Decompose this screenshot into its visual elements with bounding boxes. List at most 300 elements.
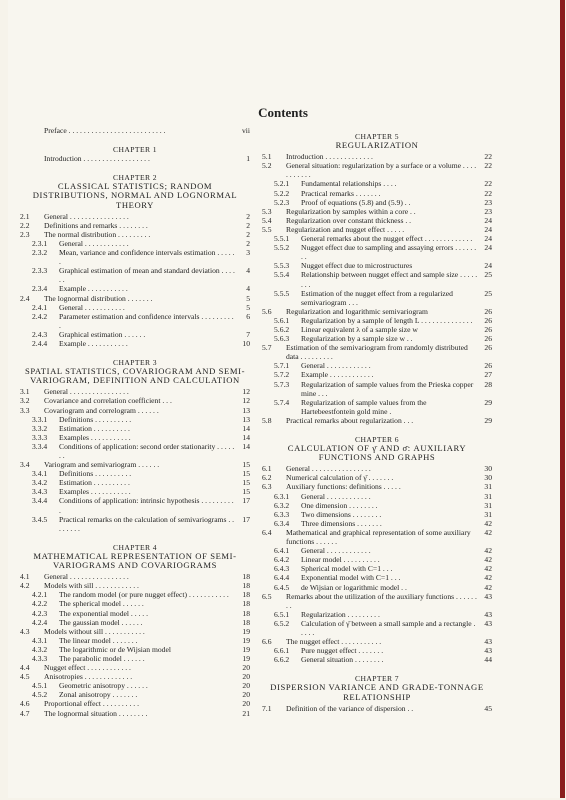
toc-subentry	[20, 239, 250, 248]
section-number: 3.1	[20, 387, 30, 397]
section-number: 5.7.4	[274, 397, 290, 407]
toc-entry	[20, 709, 250, 718]
toc-entry	[262, 528, 492, 546]
toc-subentry	[262, 655, 492, 664]
section-title: General . . . . . . . . . . . .	[301, 546, 371, 556]
chapter-label: CHAPTER 5	[355, 132, 399, 141]
page-number: 23	[484, 197, 492, 207]
section-title: Estimation of the nugget effect from a regularized semivariogram . . .	[301, 288, 453, 307]
toc-entry	[20, 406, 250, 415]
page-number: 13	[242, 405, 250, 415]
page-number: 14	[242, 441, 250, 451]
toc-entry	[262, 416, 492, 425]
page-number: 19	[242, 644, 250, 654]
section-number: 4.2.2	[32, 599, 48, 609]
section-number: 6.1	[262, 464, 272, 474]
toc-subentry	[262, 619, 492, 637]
section-number: 4.4	[20, 663, 30, 673]
section-title: Definitions . . . . . . . . . .	[59, 469, 132, 479]
toc-entry	[20, 387, 250, 396]
section-number: 4.7	[20, 708, 30, 718]
section-title: The logarithmic or de Wijsian model	[59, 644, 171, 654]
toc-subentry	[262, 325, 492, 334]
toc-subentry	[262, 189, 492, 198]
toc-subentry	[20, 469, 250, 478]
toc-subentry	[20, 590, 250, 599]
section-title: Numerical calculation of γ̄ . . . . . . .	[286, 473, 394, 483]
page-number: 15	[242, 460, 250, 470]
section-number: 2.3	[20, 229, 30, 239]
page-number: 17	[242, 496, 250, 506]
toc-subentry	[20, 618, 250, 627]
section-number: 6.3.3	[274, 509, 290, 519]
section-title: Zonal anisotropy . . . . . . .	[59, 690, 138, 700]
section-title: The spherical model . . . . . .	[59, 599, 144, 609]
section-number: 5.1	[262, 152, 272, 162]
page-number: 26	[484, 361, 492, 371]
section-number: 6.3	[262, 482, 272, 492]
toc-subentry	[20, 284, 250, 293]
page-number: 29	[484, 397, 492, 407]
chapter-label: CHAPTER 6	[355, 435, 399, 444]
page-number: 30	[484, 473, 492, 483]
section-number: 6.4.2	[274, 555, 290, 565]
section-number: 7.1	[262, 703, 272, 713]
section-title: Nugget effect due to microstructures	[301, 261, 413, 271]
section-title: Example . . . . . . . . . . .	[59, 338, 128, 348]
page-number: 18	[242, 599, 250, 609]
toc-subentry	[20, 645, 250, 654]
section-number: 6.2	[262, 473, 272, 483]
toc-subentry	[20, 339, 250, 348]
section-number: 5.5	[262, 224, 272, 234]
section-number: 4.3	[20, 626, 30, 636]
toc-entry	[262, 473, 492, 482]
page-number: 22	[484, 161, 492, 171]
toc-subentry	[262, 510, 492, 519]
page-number: 14	[242, 423, 250, 433]
section-title: Auxiliary functions: definitions . . . . .	[286, 482, 401, 492]
toc-subentry	[262, 261, 492, 270]
toc-subentry	[20, 599, 250, 608]
section-title: Introduction . . . . . . . . . . . . . . . . . .	[44, 154, 150, 164]
page-number: 5	[246, 302, 250, 312]
section-number: 4.2.3	[32, 608, 48, 618]
toc-subentry	[20, 690, 250, 699]
section-number: 3.3.2	[32, 423, 48, 433]
toc-subentry	[20, 415, 250, 424]
section-title: Proportional effect . . . . . . . . . .	[44, 699, 139, 709]
toc-subentry	[262, 583, 492, 592]
section-number: 4.3.2	[32, 644, 48, 654]
toc-subentry	[262, 610, 492, 619]
section-title: The exponential model . . . . .	[59, 608, 148, 618]
section-number: 5.6.3	[274, 334, 290, 344]
section-title: The normal distribution . . . . . . . . .	[44, 229, 151, 239]
chapter-label: CHAPTER 7	[355, 674, 399, 684]
section-title: The nugget effect . . . . . . . . . . .	[286, 637, 382, 647]
page-number: 24	[484, 215, 492, 225]
page-number: 7	[246, 329, 250, 339]
section-number: 4.6	[20, 699, 30, 709]
section-number: 5.5.4	[274, 270, 290, 280]
section-title: Nugget effect . . . . . . . . . . . .	[44, 663, 131, 673]
section-title: Conditions of application: second order stationarity . . . . . . .	[59, 441, 235, 460]
page-number: 28	[484, 379, 492, 389]
section-title: General remarks about the nugget effect . . . . . . . . . . . . .	[301, 234, 473, 244]
page-number: 31	[484, 491, 492, 501]
section-number: 6.5	[262, 591, 272, 601]
page-number: 44	[484, 655, 492, 665]
toc-subentry	[262, 519, 492, 528]
section-title: Nugget effect due to sampling and assaying errors . . . . . . . .	[301, 243, 477, 262]
toc-entry	[262, 152, 492, 161]
section-number: 3.3.1	[32, 414, 48, 424]
chapter-label: CHAPTER 3	[113, 358, 157, 368]
section-number: 2.3.4	[32, 284, 48, 294]
section-title: Three dimensions . . . . . . .	[301, 518, 382, 528]
toc-entry	[20, 230, 250, 239]
page-number: 19	[242, 635, 250, 645]
section-title: General . . . . . . . . . . . .	[59, 238, 129, 248]
page-number: 18	[242, 590, 250, 600]
page-number: 27	[484, 370, 492, 380]
toc-subentry	[20, 487, 250, 496]
page-number: 20	[242, 690, 250, 700]
toc-entry	[20, 572, 250, 581]
page-number: 26	[484, 343, 492, 353]
page-number: 4	[246, 284, 250, 294]
section-title: General . . . . . . . . . . . . . . . .	[44, 572, 129, 582]
page-number: 13	[242, 414, 250, 424]
toc-entry	[262, 637, 492, 646]
section-title: General situation . . . . . . . .	[301, 655, 384, 665]
section-number: 5.7.3	[274, 379, 290, 389]
toc-subentry	[262, 289, 492, 307]
section-title: The random model (or pure nugget effect) . . . . . . . . . . .	[59, 590, 229, 600]
section-number: 6.5.2	[274, 618, 290, 628]
section-number: 5.7	[262, 343, 272, 353]
spacer	[20, 533, 250, 537]
toc-subentry	[20, 303, 250, 312]
section-number: 4.5	[20, 672, 30, 682]
section-number: 5.6	[262, 306, 272, 316]
spacer	[262, 425, 492, 429]
page-number: 15	[242, 487, 250, 497]
section-title: General . . . . . . . . . . . . . . . .	[286, 464, 371, 474]
section-title: Practical remarks on the calculation of semivariograms . . . . . . . .	[59, 514, 235, 533]
toc-subentry	[262, 646, 492, 655]
section-number: 4.5.2	[32, 690, 48, 700]
page-number: 22	[484, 179, 492, 189]
page-number: 26	[484, 324, 492, 334]
toc-subentry	[262, 398, 492, 416]
section-title: Regularization by a sample of length L . . . . . . . . . . . . . .	[301, 315, 473, 325]
section-number: 3.4	[20, 460, 30, 470]
section-number: 5.5.2	[274, 243, 290, 253]
section-title: Proof of equations (5.8) and (5.9) . .	[301, 197, 411, 207]
page-number: 29	[484, 415, 492, 425]
page-number: 22	[484, 152, 492, 162]
chapter-title: CLASSICAL STATISTICS; RANDOM DISTRIBUTIONS, NORMAL AND LOGNORMAL THEORY	[32, 181, 238, 210]
toc-subentry	[20, 442, 250, 460]
page-number: 25	[484, 288, 492, 298]
toc-subentry	[262, 573, 492, 582]
page-number: 18	[242, 572, 250, 582]
toc-subentry	[262, 334, 492, 343]
section-title: Estimation . . . . . . . . . .	[59, 423, 130, 433]
toc-entry	[262, 207, 492, 216]
page-number: 20	[242, 672, 250, 682]
page-number: 22	[484, 188, 492, 198]
section-number: 5.6.2	[274, 324, 290, 334]
toc-subentry	[20, 312, 250, 330]
chapter-title: REGULARIZATION	[335, 140, 419, 151]
page-number: 3	[246, 248, 250, 258]
page-number: 17	[242, 514, 250, 524]
page-number: 21	[242, 708, 250, 718]
page-number: 1	[246, 154, 250, 164]
section-number: 2.3.2	[32, 248, 48, 258]
section-number: 3.4.3	[32, 487, 48, 497]
page-number: 12	[242, 396, 250, 406]
section-number: 3.3.3	[32, 432, 48, 442]
section-number: 6.4.4	[274, 573, 290, 583]
spacer	[20, 348, 250, 352]
toc-subentry	[20, 496, 250, 514]
section-number: 5.8	[262, 415, 272, 425]
section-title: Regularization . . . . . . . . .	[301, 609, 380, 619]
section-title: General . . . . . . . . . . . .	[301, 361, 371, 371]
toc-subentry	[262, 179, 492, 188]
section-number: 4.2.4	[32, 617, 48, 627]
section-number: 4.1	[20, 572, 30, 582]
toc-subentry	[20, 636, 250, 645]
section-number: 5.2.2	[274, 188, 290, 198]
section-title: Definitions and remarks . . . . . . . .	[44, 220, 148, 230]
page-number: 42	[484, 527, 492, 537]
section-title: Covariance and correlation coefficient . . .	[44, 396, 172, 406]
section-number: 2.4	[20, 293, 30, 303]
toc-subentry	[262, 555, 492, 564]
toc-subentry	[20, 681, 250, 690]
section-number: 5.5.5	[274, 288, 290, 298]
section-title: Graphical estimation . . . . . .	[59, 329, 146, 339]
section-title: Covariogram and correlogram . . . . . .	[44, 405, 159, 415]
section-title: Linear model . . . . . . . . . .	[301, 555, 380, 565]
toc-subentry	[262, 243, 492, 261]
page-number: 43	[484, 609, 492, 619]
section-title: Models without sill . . . . . . . . . . .	[44, 626, 145, 636]
section-title: Regularization over constant thickness . .	[286, 215, 412, 225]
page-number: 2	[246, 238, 250, 248]
section-title: General . . . . . . . . . . . .	[301, 491, 371, 501]
section-number: 3.3.4	[32, 441, 48, 451]
toc-subentry	[262, 380, 492, 398]
section-number: 3.4.4	[32, 496, 48, 506]
toc-entry	[262, 216, 492, 225]
section-number: 4.2	[20, 581, 30, 591]
section-number: 5.4	[262, 215, 272, 225]
toc-subentry	[20, 478, 250, 487]
section-title: Practical remarks about regularization . . .	[286, 415, 414, 425]
section-number: 6.5.1	[274, 609, 290, 619]
page-number: 2	[246, 220, 250, 230]
section-title: Definition of the variance of dispersion . .	[286, 703, 414, 713]
section-number: 3.4.5	[32, 514, 48, 524]
toc-entry	[20, 154, 250, 163]
section-title: The gaussian model . . . . . .	[59, 617, 143, 627]
section-title: Examples . . . . . . . . . . .	[59, 487, 131, 497]
page-number: 43	[484, 591, 492, 601]
toc-entry	[262, 482, 492, 491]
section-title: The parabolic model . . . . . .	[59, 653, 145, 663]
page-number: 12	[242, 387, 250, 397]
section-number: 4.2.1	[32, 590, 48, 600]
toc-entry	[20, 126, 250, 135]
section-number: 5.3	[262, 206, 272, 216]
section-title: Estimation of the semivariogram from randomly distributed data . . . . . . . . .	[286, 343, 468, 362]
section-number: 4.5.1	[32, 681, 48, 691]
section-title: Example . . . . . . . . . . .	[59, 284, 128, 294]
section-title: Mean, variance and confidence intervals estimation . . . . . .	[59, 248, 235, 267]
section-number: 2.4.2	[32, 311, 48, 321]
section-title: The lognormal distribution . . . . . . .	[44, 293, 153, 303]
section-title: Preface . . . . . . . . . . . . . . . . . . . . . . . . . .	[44, 126, 166, 135]
section-title: Relationship between nugget effect and sample size . . . . . . . .	[301, 270, 478, 289]
section-number: 6.4.1	[274, 546, 290, 556]
chapter-label: CHAPTER 1	[113, 145, 157, 155]
toc-entry	[262, 592, 492, 610]
section-title: One dimension . . . . . . . .	[301, 500, 378, 510]
toc-entry	[262, 343, 492, 361]
page-number: 43	[484, 618, 492, 628]
section-title: Models with sill . . . . . . . . . . . .	[44, 581, 139, 591]
toc-subentry	[262, 270, 492, 288]
section-number: 2.1	[20, 211, 30, 221]
toc-subentry	[20, 515, 250, 533]
section-number: 5.7.1	[274, 361, 290, 371]
page-number: 15	[242, 469, 250, 479]
page-number: 43	[484, 646, 492, 656]
toc-entry	[262, 464, 492, 473]
section-number: 5.2.3	[274, 197, 290, 207]
section-number: 2.4.4	[32, 338, 48, 348]
section-title: Example . . . . . . . . . . . .	[301, 370, 374, 380]
section-number: 2.4.1	[32, 302, 48, 312]
section-title: General situation: regularization by a surface or a volume . . . . . . . . . . .	[286, 161, 477, 180]
toc-entry	[20, 663, 250, 672]
section-title: Two dimensions . . . . . . . .	[301, 509, 382, 519]
section-number: 6.4	[262, 527, 272, 537]
section-title: Regularization by a sample size w . .	[301, 334, 413, 344]
section-title: Definitions . . . . . . . . . .	[59, 414, 132, 424]
page-number: 31	[484, 482, 492, 492]
chapter-title: CALCULATION OF γ̄ AND σ̄: AUXILIARY FUNCTIONS AND GRAPHS	[287, 443, 467, 463]
toc-subentry	[262, 492, 492, 501]
page-number: 26	[484, 315, 492, 325]
section-number: 2.2	[20, 220, 30, 230]
section-title: Regularization of sample values from the Prieska copper mine . . .	[301, 379, 474, 398]
page-number: 42	[484, 582, 492, 592]
page-number: 31	[484, 509, 492, 519]
section-number: 6.4.5	[274, 582, 290, 592]
section-number: 3.3	[20, 405, 30, 415]
page-number: 25	[484, 270, 492, 280]
section-title: Linear equivalent λ of a sample size w	[301, 324, 418, 334]
section-title: Regularization by samples within a core . .	[286, 206, 416, 216]
section-title: The linear model . . . . . . .	[59, 635, 138, 645]
section-title: Variogram and semivariogram . . . . . .	[44, 460, 160, 470]
toc-entry	[262, 161, 492, 179]
chapter-title: MATHEMATICAL REPRESENTATION OF SEMI-VARIOGRAMS AND COVARIOGRAMS	[33, 550, 237, 571]
section-title: Regularization and nugget effect . . . . .	[286, 224, 405, 234]
page-number: 19	[242, 653, 250, 663]
section-number: 5.2	[262, 161, 272, 171]
page-title: Contents	[258, 105, 308, 120]
section-title: Examples . . . . . . . . . . .	[59, 432, 131, 442]
section-number: 2.3.3	[32, 266, 48, 276]
page-number: 42	[484, 573, 492, 583]
section-title: Introduction . . . . . . . . . . . . .	[286, 152, 373, 162]
section-title: The lognormal situation . . . . . . . .	[44, 708, 148, 718]
page-number: 24	[484, 243, 492, 253]
section-number: 6.4.3	[274, 564, 290, 574]
page-number: 18	[242, 581, 250, 591]
page-number: 20	[242, 663, 250, 673]
toc-subentry	[20, 609, 250, 618]
toc-subentry	[262, 564, 492, 573]
section-number: 6.6.1	[274, 646, 290, 656]
toc-subentry	[262, 234, 492, 243]
section-number: 5.6.1	[274, 315, 290, 325]
section-title: Spherical model with C=1 . . .	[301, 564, 393, 574]
toc-entry	[20, 221, 250, 230]
section-number: 3.4.2	[32, 478, 48, 488]
toc-subentry	[20, 424, 250, 433]
toc-subentry	[20, 266, 250, 284]
section-number: 6.6.2	[274, 655, 290, 665]
toc-entry	[262, 225, 492, 234]
chapter-label: CHAPTER 4	[113, 542, 157, 552]
page-number: 42	[484, 546, 492, 556]
page-number: vii	[241, 126, 250, 135]
page-number: 42	[484, 518, 492, 528]
toc-subentry	[262, 501, 492, 510]
toc-subentry	[262, 546, 492, 555]
section-number: 2.4.3	[32, 329, 48, 339]
page-number: 18	[242, 608, 250, 618]
toc-entry	[20, 460, 250, 469]
section-title: Regularization of sample values from the Hartebeestfontein gold mine .	[301, 397, 427, 416]
spacer	[20, 163, 250, 167]
section-number: 6.3.4	[274, 518, 290, 528]
toc-subentry	[262, 198, 492, 207]
page-number: 2	[246, 211, 250, 221]
page-number: 20	[242, 681, 250, 691]
toc-subentry	[20, 248, 250, 266]
section-number: 6.6	[262, 637, 272, 647]
page-number: 14	[242, 432, 250, 442]
toc-entry	[20, 396, 250, 405]
toc-entry	[262, 307, 492, 316]
toc-subentry	[262, 316, 492, 325]
section-title: Estimation . . . . . . . . . .	[59, 478, 130, 488]
toc-subentry	[262, 361, 492, 370]
section-title: Calculation of γ̄ between a small sample and a rectangle . . . . .	[301, 618, 476, 637]
section-title: Mathematical and graphical representation of some auxiliary functions . . . . . .	[286, 527, 471, 547]
section-number: 6.3.2	[274, 500, 290, 510]
